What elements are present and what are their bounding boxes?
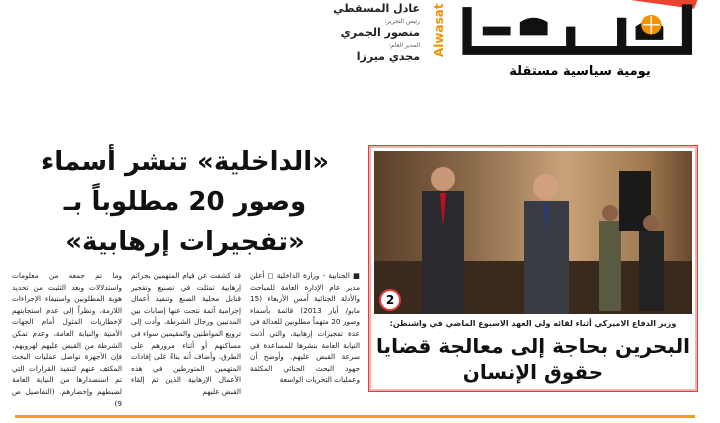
article-columns xyxy=(10,270,360,409)
article-column: قد كشفت عن قيام المتهمين بجرائم إرهابية تمثلت في تصنيع وتفجير قنابل محلية الصنع وتنفيذ أعمال إجرامية آثمة نتجت عنها إصابات بين المدنيين ورجال الشرطة، وأدت إلى ترويع المواطنين والمقيمين سواء في مساكنهم أو أثناء مرورهم على الطرق. وأضاف أنه بناءً على إفادات المتهمين المتورطين في هذه الأعمال الإرهابية الذين تم إلقاء القبض عليهم xyxy=(131,271,241,396)
newspaper-logo xyxy=(455,0,705,62)
article-column: ■ الجنابية - وزارة الداخلية ◻ أعلن مدير عام الإدارة العامة للمباحث والأدلة الجنائية أمس الأربعاء (15 مايو/ أيار 2013) قائمة بأسماء وصور 20 متهماً مطلوبين للعدالة في عدة تفجيرات إرهابية، والتي أذنت النيابة العامة بنشرها للمساعدة في سرعة القبض عليهم. وأوضح أن جهود البحث الجنائي المكثفة وعمليات التحريات الواسعة xyxy=(250,271,360,385)
staff-entry xyxy=(300,42,420,63)
lead-headline: «الداخلية» تنشر أسماء وصور 20 مطلوباً بـ «تفجيرات إرهابية» xyxy=(40,147,329,257)
staff-entry xyxy=(300,18,420,39)
staff-name: منصور الجمري xyxy=(340,26,420,39)
section-divider xyxy=(15,415,695,418)
feature-photo[interactable] xyxy=(374,151,692,314)
staff-name: مجدي ميرزا xyxy=(356,50,420,63)
staff-list xyxy=(300,2,420,63)
logo-latin: Alwasat xyxy=(432,3,446,57)
lead-story xyxy=(10,142,360,409)
staff-entry xyxy=(300,2,420,15)
article-column: وما تم جمعه من معلومات واستدلالات وبعد التثبت من تحديد هوية المطلوبين واستيفاء الإجراءات اللازمة، ونظراً إلى عدم استجابتهم لإخطاريات المثول أمام الجهات الأمنية والنيابة العامة، وعدم تمكن الشرطة من القبض عليهم لهروبهم، فإن الأجهزة تواصل عمليات البحث المكثف عنهم لتنفيذ القرارات التي تم استصدارها من النيابة العامة لضبطهم وإحضارهم. (التفاصيل ص 9) xyxy=(12,271,122,408)
officials-photo-illustration xyxy=(374,151,692,314)
staff-role: المدير العام: xyxy=(389,42,420,49)
staff-role: رئيس التحرير: xyxy=(384,18,420,25)
feature-headline[interactable]: البحرين بحاجة إلى معالجة قضايا حقوق الإنسان xyxy=(376,334,690,384)
feature-caption: وزير الدفاع الاميركي أثناء لقائه ولي العهد الاسبوع الماضي في واشنطن: xyxy=(389,319,677,328)
staff-name: عادل المسقطي xyxy=(333,2,420,15)
feature-box xyxy=(368,145,698,392)
page-number-badge: 2 xyxy=(379,289,401,311)
logo-tagline: يومية سياسية مستقلة xyxy=(509,64,651,79)
